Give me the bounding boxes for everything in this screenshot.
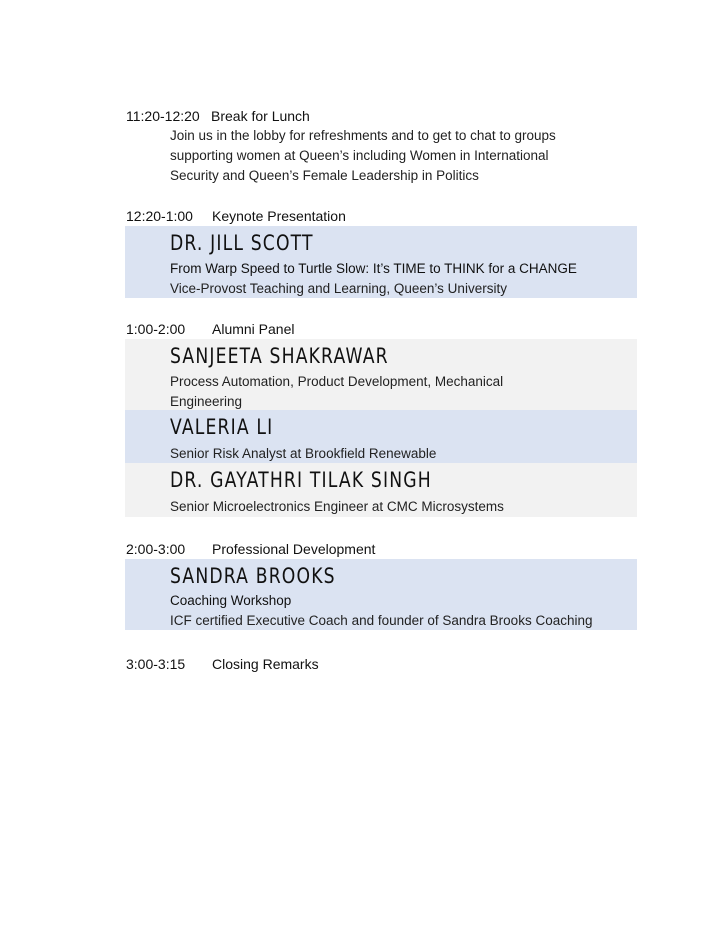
panelist-role: Process Automation, Product Development, Mechanical xyxy=(170,374,504,389)
panel-heading xyxy=(126,320,295,338)
panelist-role: Engineering xyxy=(170,394,243,409)
panelist-name: VALERIA LI xyxy=(170,415,274,439)
professional-heading xyxy=(126,540,375,558)
professional-speaker-name: SANDRA BROOKS xyxy=(170,564,336,588)
panelist-role: Senior Risk Analyst at Brookfield Renewable xyxy=(170,446,437,461)
closing-event: Closing Remarks xyxy=(212,656,319,672)
professional-time: 2:00-3:00 xyxy=(126,541,186,557)
panelist-name: DR. GAYATHRI TILAK SINGH xyxy=(170,468,432,492)
panelist-role: Senior Microelectronics Engineer at CMC Microsystems xyxy=(170,499,504,514)
keynote-event: Keynote Presentation xyxy=(212,208,346,224)
closing-heading xyxy=(126,655,319,673)
lunch-event: Break for Lunch xyxy=(211,108,310,124)
professional-event: Professional Development xyxy=(212,541,376,557)
lunch-description-line: supporting women at Queen’s including Women in International xyxy=(170,148,549,163)
lunch-time: 11:20-12:20 xyxy=(126,108,200,124)
panelist-name: SANJEETA SHAKRAWAR xyxy=(170,344,389,368)
lunch-description-line: Join us in the lobby for refreshments and to get to chat to groups xyxy=(170,128,556,143)
lunch-description-line: Security and Queen’s Female Leadership in Politics xyxy=(170,168,479,183)
panel-event: Alumni Panel xyxy=(212,321,295,337)
keynote-talk-title: From Warp Speed to Turtle Slow: It’s TIME to THINK for a CHANGE xyxy=(170,261,577,276)
keynote-heading xyxy=(126,207,346,225)
lunch-description xyxy=(170,126,630,186)
closing-time: 3:00-3:15 xyxy=(126,656,186,672)
professional-session: Coaching Workshop xyxy=(170,593,292,608)
keynote-speaker-name: DR. JILL SCOTT xyxy=(170,231,314,255)
keynote-time: 12:20-1:00 xyxy=(126,208,193,224)
panel-time: 1:00-2:00 xyxy=(126,321,186,337)
lunch-heading xyxy=(126,107,310,125)
keynote-speaker-role: Vice-Provost Teaching and Learning, Queen’s University xyxy=(170,281,507,296)
professional-speaker-role: ICF certified Executive Coach and founder of Sandra Brooks Coaching xyxy=(170,613,593,628)
